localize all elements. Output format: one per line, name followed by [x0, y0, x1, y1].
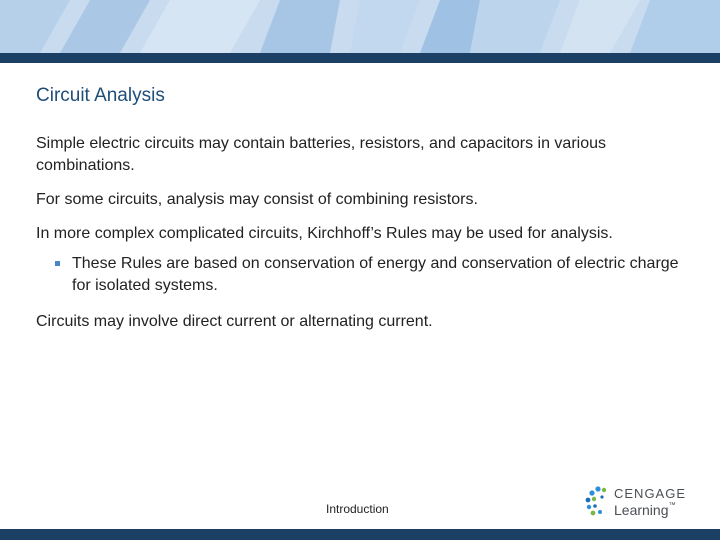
- logo-mark-icon: [584, 485, 614, 519]
- body-paragraph-2: For some circuits, analysis may consist of combining resistors.: [36, 191, 478, 208]
- body-paragraph-1: Simple electric circuits may contain batteries, resistors, and capacitors in various combinations.: [36, 135, 606, 174]
- slide-body: [36, 133, 696, 345]
- footer-label: Introduction: [326, 502, 389, 516]
- body-paragraph-3: In more complex complicated circuits, Kirchhoff’s Rules may be used for analysis.: [36, 225, 613, 242]
- footer-stripe: [0, 529, 720, 540]
- cengage-logo: [584, 485, 694, 521]
- bullet-text: These Rules are based on conservation of energy and conservation of electric charge for isolated systems.: [72, 255, 679, 294]
- slide-title: Circuit Analysis: [36, 85, 165, 106]
- header-banner: [0, 0, 720, 53]
- body-paragraph-4: Circuits may involve direct current or alternating current.: [36, 313, 433, 330]
- bullet-item: [36, 253, 696, 297]
- header-stripe: [0, 53, 720, 63]
- square-bullet-icon: [55, 261, 60, 266]
- logo-word-learning: Learning™: [614, 502, 676, 518]
- logo-word-cengage: CENGAGE: [614, 486, 687, 501]
